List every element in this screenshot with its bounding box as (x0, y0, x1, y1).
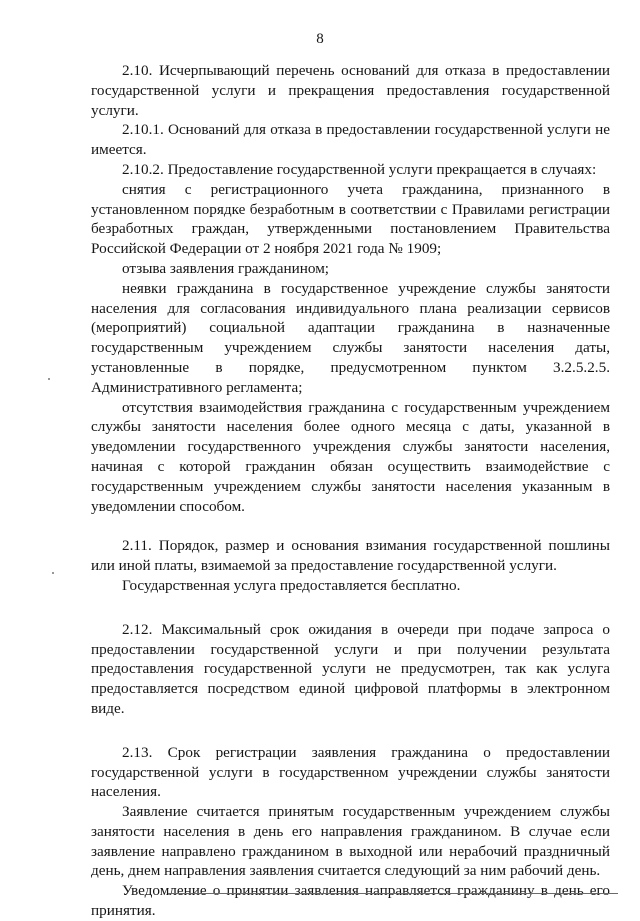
scan-edge-line (168, 893, 618, 894)
section-2-11-text: Государственная услуга предоставляется бесплатно. (122, 576, 461, 594)
section-2-10-heading: 2.10. Исчерпывающий перечень оснований для отказа в предоставлении государственной услуги и прекращения предоставления государственной услуги. (91, 62, 610, 119)
document-body (91, 61, 610, 921)
case-no-interaction: отсутствия взаимодействия гражданина с государственным учреждением службы занятости населения более одного месяца с даты, указанной в уведомлении государственного учреждения службы занятости населения, начиная с которой гражданин обязан осуществить взаимодействие с государственным учреждением службы занятости населения указанным в уведомлении способом. (91, 398, 610, 515)
scan-speck (48, 378, 50, 380)
section-2-13-notification: Уведомление о принятии заявления направляется гражданину в день его принятия. (91, 882, 610, 920)
section-2-10-2: 2.10.2. Предоставление государственной услуги прекращается в случаях: (122, 160, 597, 178)
case-non-appearance: неявки гражданина в государственное учреждение службы занятости населения для согласования индивидуального плана реализации сервисов (мероприятий) социальной адаптации гражданина в назначенные государственным учреждением службы занятости населения даты, установленные в порядке, предусмотренном пунктом 3.2.5.2.5. Административного регламента; (91, 279, 610, 396)
section-2-12: 2.12. Максимальный срок ожидания в очереди при подаче запроса о предоставлении государственной услуги и при получении результата предоставления государственной услуги не предусмотрен, так как услуга предоставляется посредством единой цифровой платформы в электронном виде. (91, 620, 610, 717)
case-deregistration: снятия с регистрационного учета гражданина, признанного в установленном порядке безработным в соответствии с Правилами регистрации безработных граждан, утвержденными постановлением Правительства Российской Федерации от 2 ноября 2021 года № 1909; (91, 180, 610, 258)
section-2-11-heading: 2.11. Порядок, размер и основания взимания государственной пошлины или иной платы, взимаемой за предоставление государственной услуги. (91, 537, 610, 575)
section-2-13-registration: Заявление считается принятым государственным учреждением службы занятости населения в день его направления гражданином. В случае если заявление направлено гражданином в выходной или нерабочий праздничный день, днем направления заявления считается следующий за ним рабочий день. (91, 803, 610, 880)
section-2-10-1: 2.10.1. Оснований для отказа в предоставлении государственной услуги не имеется. (91, 121, 610, 159)
scan-speck (52, 572, 54, 574)
case-withdrawal: отзыва заявления гражданином; (122, 259, 330, 277)
section-2-13-heading: 2.13. Срок регистрации заявления гражданина о предоставлении государственной услуги в государственном учреждении службы занятости населения. (91, 743, 610, 801)
page-number: 8 (316, 31, 324, 47)
